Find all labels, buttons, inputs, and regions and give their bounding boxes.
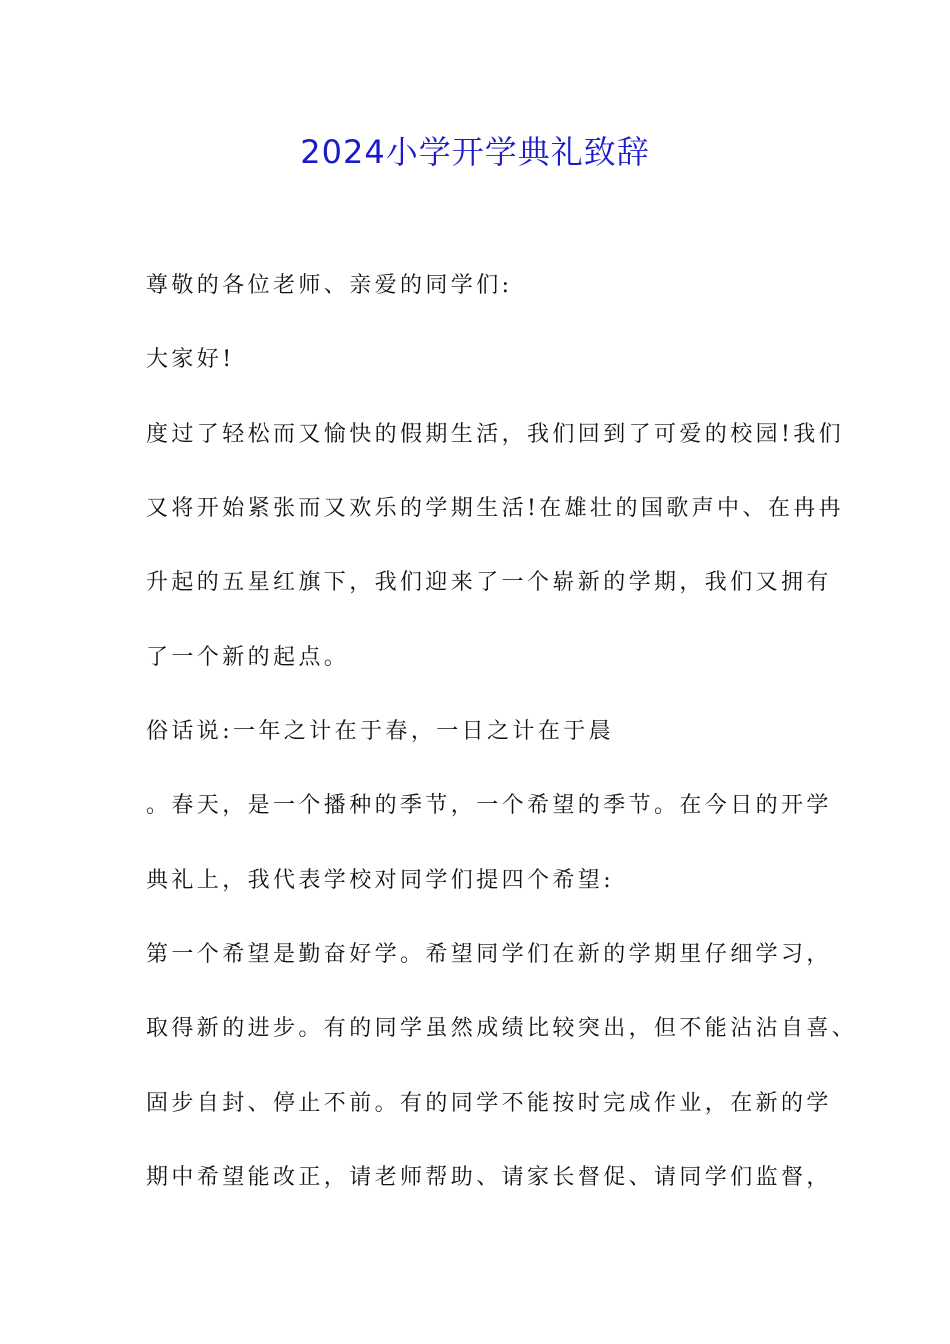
document-title: 2024小学开学典礼致辞 bbox=[300, 133, 650, 171]
body-line: 典礼上，我代表学校对同学们提四个希望: bbox=[146, 868, 615, 893]
salutation-line: 尊敬的各位老师、亲爱的同学们: bbox=[146, 273, 513, 298]
body-line: 又将开始紧张而又欢乐的学期生活!在雄壮的国歌声中、在冉冉 bbox=[146, 496, 845, 521]
body-line: 期中希望能改正，请老师帮助、请家长督促、请同学们监督， bbox=[146, 1165, 832, 1190]
body-line: 。春天，是一个播种的季节，一个希望的季节。在今日的开学 bbox=[146, 793, 832, 818]
body-line: 了一个新的起点。 bbox=[146, 645, 350, 670]
body-line: 俗话说:一年之计在于春，一日之计在于晨 bbox=[146, 719, 615, 744]
body-line: 固步自封、停止不前。有的同学不能按时完成作业，在新的学 bbox=[146, 1091, 832, 1116]
body-line: 升起的五星红旗下，我们迎来了一个崭新的学期，我们又拥有 bbox=[146, 570, 832, 595]
body-line: 度过了轻松而又愉快的假期生活，我们回到了可爱的校园!我们 bbox=[146, 422, 845, 447]
body-line: 取得新的进步。有的同学虽然成绩比较突出，但不能沾沾自喜、 bbox=[146, 1016, 858, 1041]
greeting-line: 大家好! bbox=[146, 347, 235, 372]
body-line: 第一个希望是勤奋好学。希望同学们在新的学期里仔细学习， bbox=[146, 942, 832, 967]
